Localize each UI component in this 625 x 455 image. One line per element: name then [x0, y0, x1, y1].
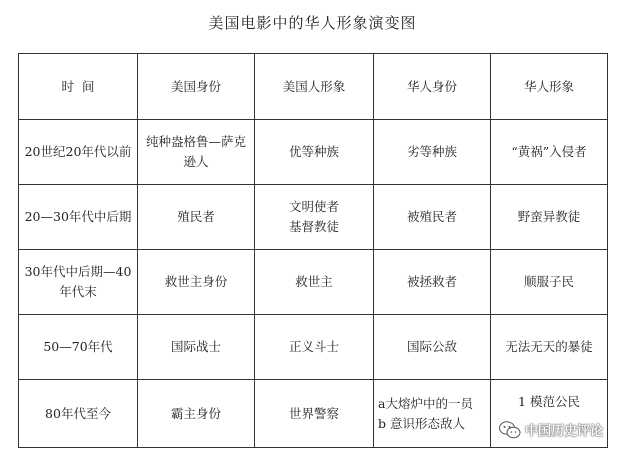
cell-chinese-identity: 劣等种族 [374, 120, 491, 185]
cell-us-identity: 殖民者 [138, 185, 255, 250]
cell-us-image: 文明使者 基督教徒 [255, 185, 374, 250]
cell-chinese-identity: 被殖民者 [374, 185, 491, 250]
page-title: 美国电影中的华人形象演变图 [208, 14, 417, 32]
cell-us-identity: 国际战士 [138, 315, 255, 380]
watermark-text: 中国历史评论 [524, 424, 603, 439]
cell-us-image: 救世主 [255, 250, 374, 315]
cell-chinese-image: 1 模范公民 [491, 380, 608, 448]
cell-period: 80年代至今 [19, 380, 138, 448]
cell-us-image: 正义斗士 [255, 315, 374, 380]
cell-chinese-identity: 被拯救者 [374, 250, 491, 315]
watermark [495, 418, 607, 441]
header-period: 时 间 [19, 54, 138, 120]
header-chinese-identity: 华人身份 [374, 54, 491, 120]
cell-chinese-image: 野蛮异教徒 [491, 185, 608, 250]
header-chinese-image: 华人形象 [491, 54, 608, 120]
cell-chinese-image: 无法无天的暴徒 [491, 315, 608, 380]
table-row [19, 315, 608, 380]
wechat-icon [499, 421, 521, 439]
table-header-row [19, 54, 608, 120]
cell-us-identity: 纯种盎格鲁—萨克 逊人 [138, 120, 255, 185]
cell-us-image: 优等种族 [255, 120, 374, 185]
table-row [19, 250, 608, 315]
cell-chinese-image: 顺服子民 [491, 250, 608, 315]
cell-period: 20—30年代中后期 [19, 185, 138, 250]
cell-chinese-image: “黄祸”入侵者 [491, 120, 608, 185]
cell-period: 20世纪20年代以前 [19, 120, 138, 185]
table-row [19, 185, 608, 250]
evolution-table [18, 53, 608, 448]
cell-period: 50—70年代 [19, 315, 138, 380]
header-us-identity: 美国身份 [138, 54, 255, 120]
cell-us-identity: 救世主身份 [138, 250, 255, 315]
cell-chinese-identity: a大熔炉中的一员 b 意识形态敌人 [374, 380, 491, 448]
cell-us-identity: 霸主身份 [138, 380, 255, 448]
cell-us-image: 世界警察 [255, 380, 374, 448]
cell-chinese-identity: 国际公敌 [374, 315, 491, 380]
header-us-image: 美国人形象 [255, 54, 374, 120]
cell-period: 30年代中后期—40 年代末 [19, 250, 138, 315]
table-row [19, 120, 608, 185]
